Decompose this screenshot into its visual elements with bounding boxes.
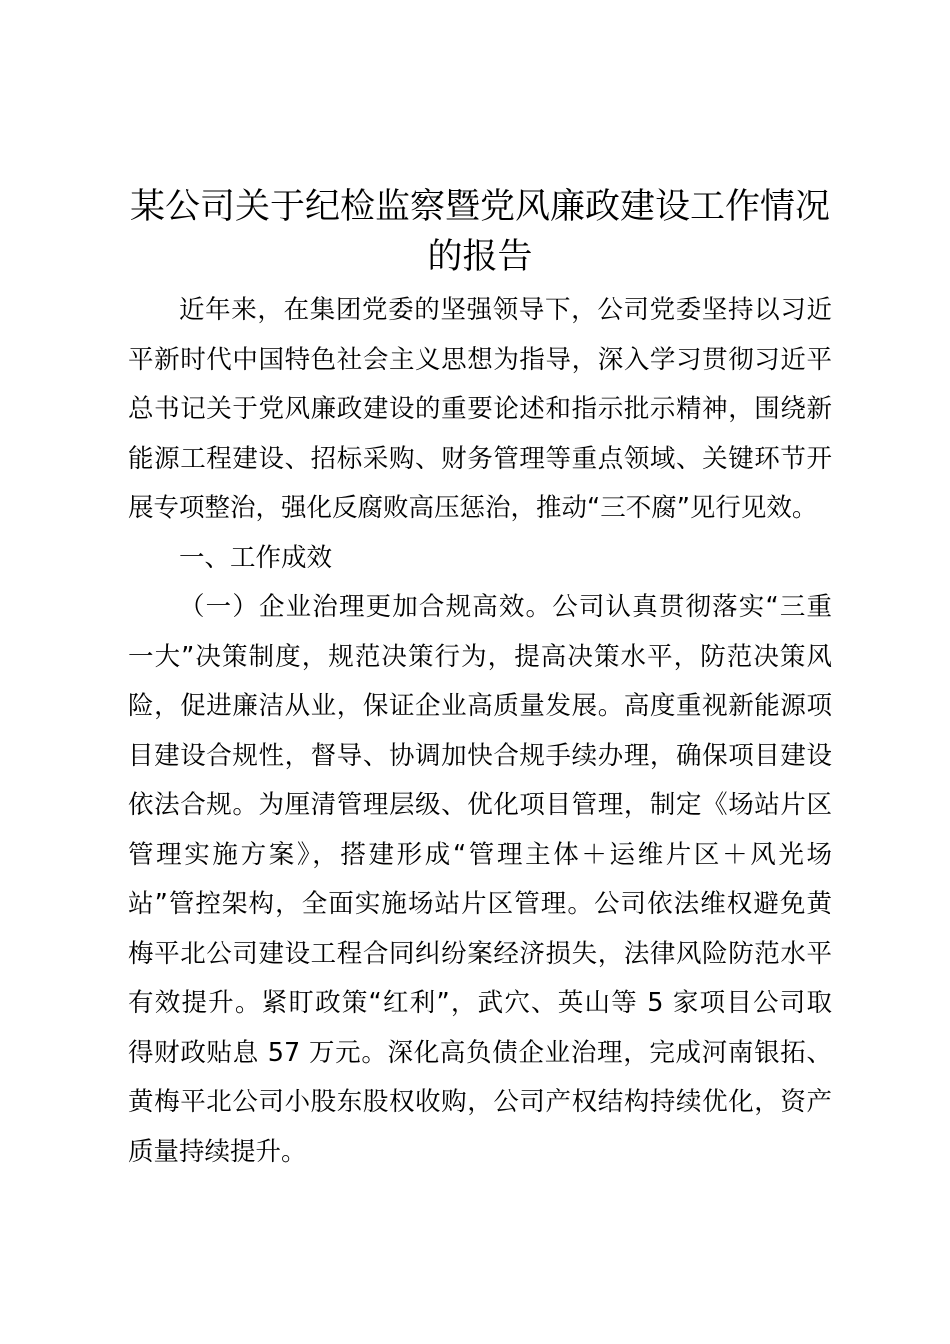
paragraph-line: 能源工程建设、招标采购、财务管理等重点领域、关键环节开 [128, 443, 832, 474]
paragraph-line: 得财政贴息 57 万元。深化高负债企业治理，完成河南银拓、 [128, 1037, 832, 1068]
paragraph-line: 有效提升。紧盯政策“红利”，武穴、英山等 5 家项目公司取 [128, 988, 832, 1018]
paragraph-line: 管理实施方案》，搭建形成“管理主体＋运维片区＋风光场 [128, 839, 832, 870]
paragraph-line: 黄梅平北公司小股东股权收购，公司产权结构持续优化，资产 [128, 1087, 832, 1117]
paragraph-line: 质量持续提升。 [128, 1136, 307, 1167]
paragraph-line: 目建设合规性，督导、协调加快合规手续办理，确保项目建设 [128, 740, 832, 771]
paragraph-line: 依法合规。为厘清管理层级、优化项目管理，制定《场站片区 [128, 790, 832, 820]
title-line: 的报告 [427, 237, 533, 277]
paragraph-line: （一）企业治理更加合规高效。公司认真贯彻落实“三重 [179, 592, 832, 622]
document-page [128, 182, 832, 1177]
title-line: 某公司关于纪检监察暨党风廉政建设工作情况 [129, 187, 830, 227]
paragraph-line: 险，促进廉洁从业，保证企业高质量发展。高度重视新能源项 [128, 691, 832, 721]
paragraph-line: 平新时代中国特色社会主义思想为指导，深入学习贯彻习近平 [128, 344, 832, 375]
section-heading [128, 534, 832, 584]
subsection-paragraph [128, 583, 832, 1177]
document-title [116, 182, 844, 282]
paragraph-line: 展专项整治，强化反腐败高压惩治，推动“三不腐”见行见效。 [128, 493, 818, 523]
paragraph-line: 站”管控架构，全面实施场站片区管理。公司依法维权避免黄 [128, 889, 832, 919]
paragraph-line: 一大”决策制度，规范决策行为，提高决策水平，防范决策风 [128, 641, 832, 672]
intro-paragraph [128, 286, 832, 534]
section-heading-text: 一、工作成效 [179, 542, 333, 573]
paragraph-line: 总书记关于党风廉政建设的重要论述和指示批示精神，围绕新 [128, 394, 832, 424]
paragraph-line: 梅平北公司建设工程合同纠纷案经济损失，法律风险防范水平 [128, 938, 832, 969]
paragraph-line: 近年来，在集团党委的坚强领导下，公司党委坚持以习近 [179, 295, 832, 325]
